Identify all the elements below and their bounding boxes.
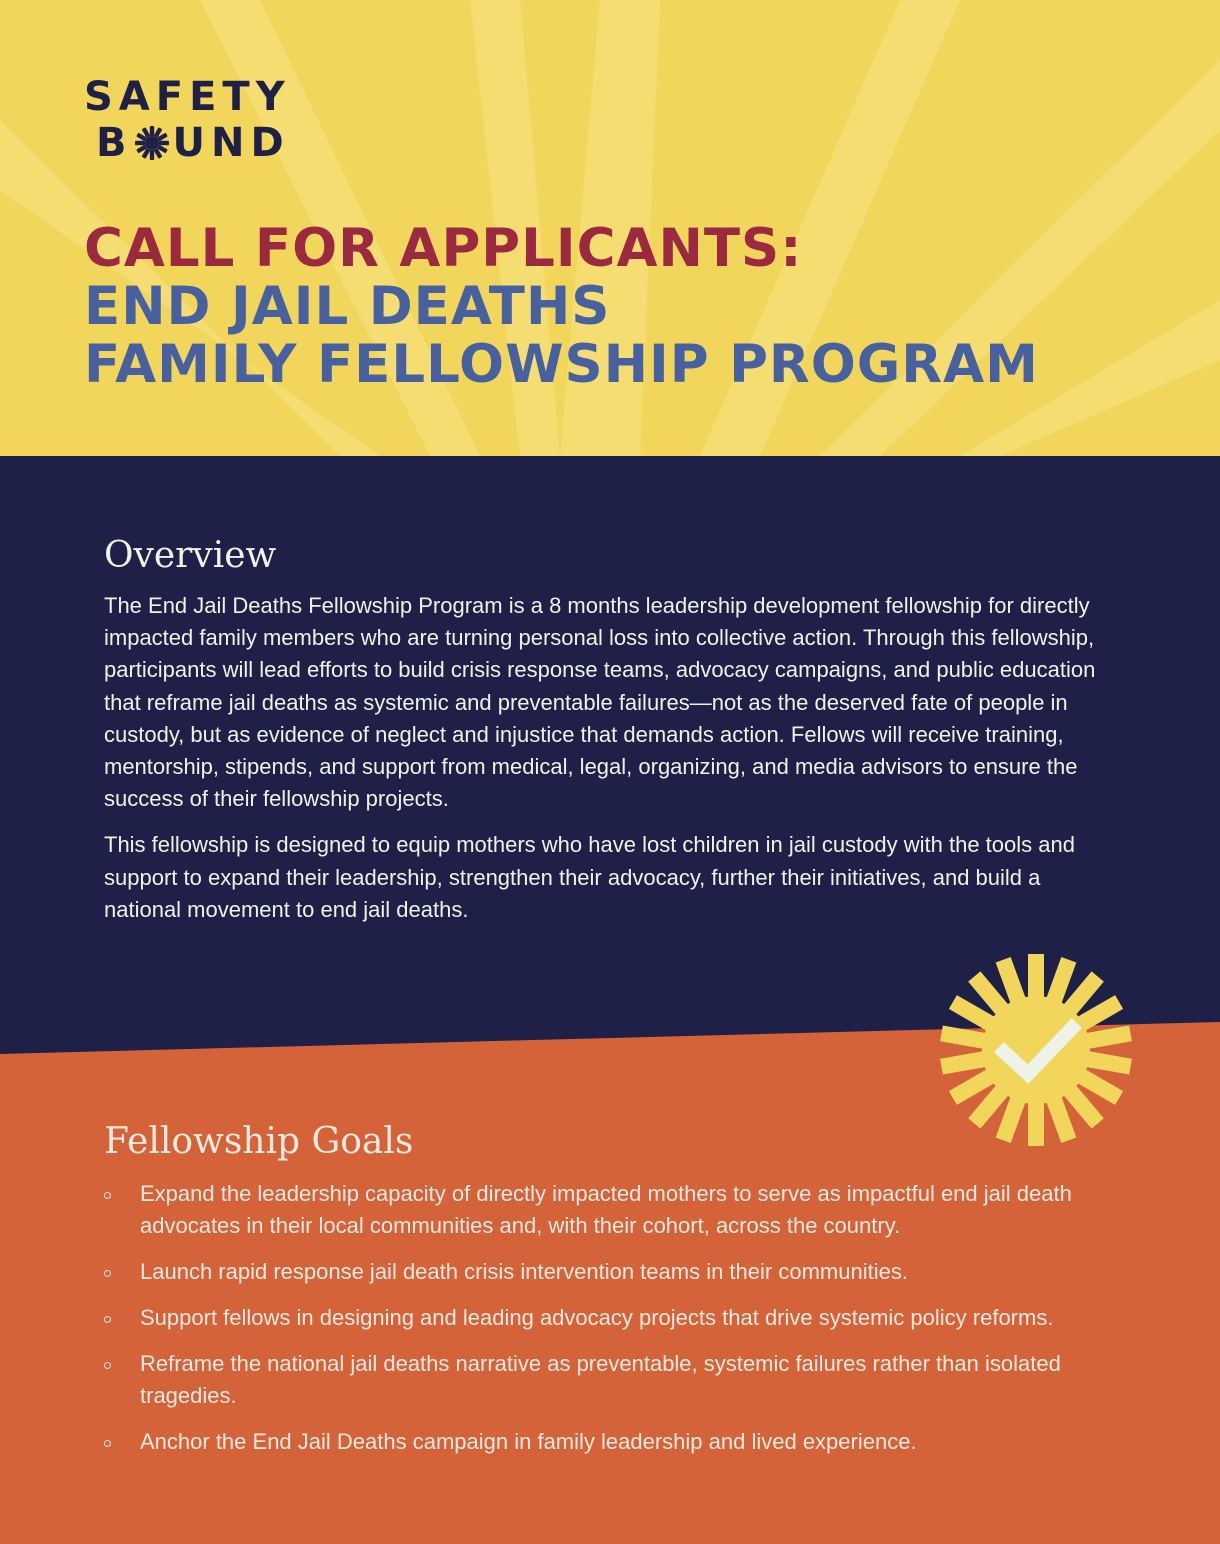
page-title [84,220,1194,394]
goal-text: Reframe the national jail deaths narrative as preventable, systemic failures rather than isolated tragedies. [140,1351,1061,1408]
goals-list [104,1178,1124,1458]
bullet-icon [104,1362,111,1369]
goal-text: Support fellows in designing and leading advocacy projects that drive systemic policy reforms. [140,1305,1054,1330]
overview-paragraph: The End Jail Deaths Fellowship Program is a 8 months leadership development fellowship for directly impacted family members who are turning personal loss into collective action. Through this fellowship, participants will lead efforts to build crisis response teams, advocacy campaigns, and public education that reframe jail deaths as systemic and preventable failures—not as the deserved fate of people in custody, but as evidence of neglect and injustice that demands action. Fellows will receive training, mentorship, stipends, and support from medical, legal, organizing, and media advisors to ensure the success of their fellowship projects. [104,593,1096,812]
logo-line-bound [96,120,304,166]
fellowship-goals-section [104,1120,1124,1472]
checkmark-starburst-icon [938,952,1134,1148]
overview-section [104,534,1114,940]
goal-text: Expand the leadership capacity of directly impacted mothers to serve as impactful end jail death advocates in their local communities and, with their cohort, across the country. [140,1181,1072,1238]
safety-bound-logo [84,74,304,166]
list-item [104,1348,1124,1412]
list-item [104,1302,1124,1334]
logo-letter-b: B [96,120,133,166]
goal-text: Launch rapid response jail death crisis intervention teams in their communities. [140,1259,908,1284]
goal-text: Anchor the End Jail Deaths campaign in family leadership and lived experience. [140,1429,917,1454]
overview-paragraph: This fellowship is designed to equip mothers who have lost children in jail custody with the tools and support to expand their leadership, strengthen their advocacy, further their initiatives, and build a national movement to end jail deaths. [104,832,1075,922]
header-banner [0,0,1220,456]
title-line-end-jail-deaths: END JAIL DEATHS [84,276,611,337]
title-line-family-fellowship: FAMILY FELLOWSHIP PROGRAM [84,334,1039,395]
title-line-call-for-applicants: CALL FOR APPLICANTS: [84,218,803,279]
bullet-icon [104,1270,111,1277]
logo-line-safety: SAFETY [84,74,291,120]
logo-letters-und: UND [172,120,290,166]
list-item [104,1426,1124,1458]
list-item [104,1178,1124,1242]
starburst-icon [134,125,170,161]
bullet-icon [104,1192,111,1199]
list-item [104,1256,1124,1288]
bullet-icon [104,1440,111,1447]
goals-heading: Fellowship Goals [104,1121,414,1162]
overview-heading: Overview [104,535,277,576]
bullet-icon [104,1316,111,1323]
